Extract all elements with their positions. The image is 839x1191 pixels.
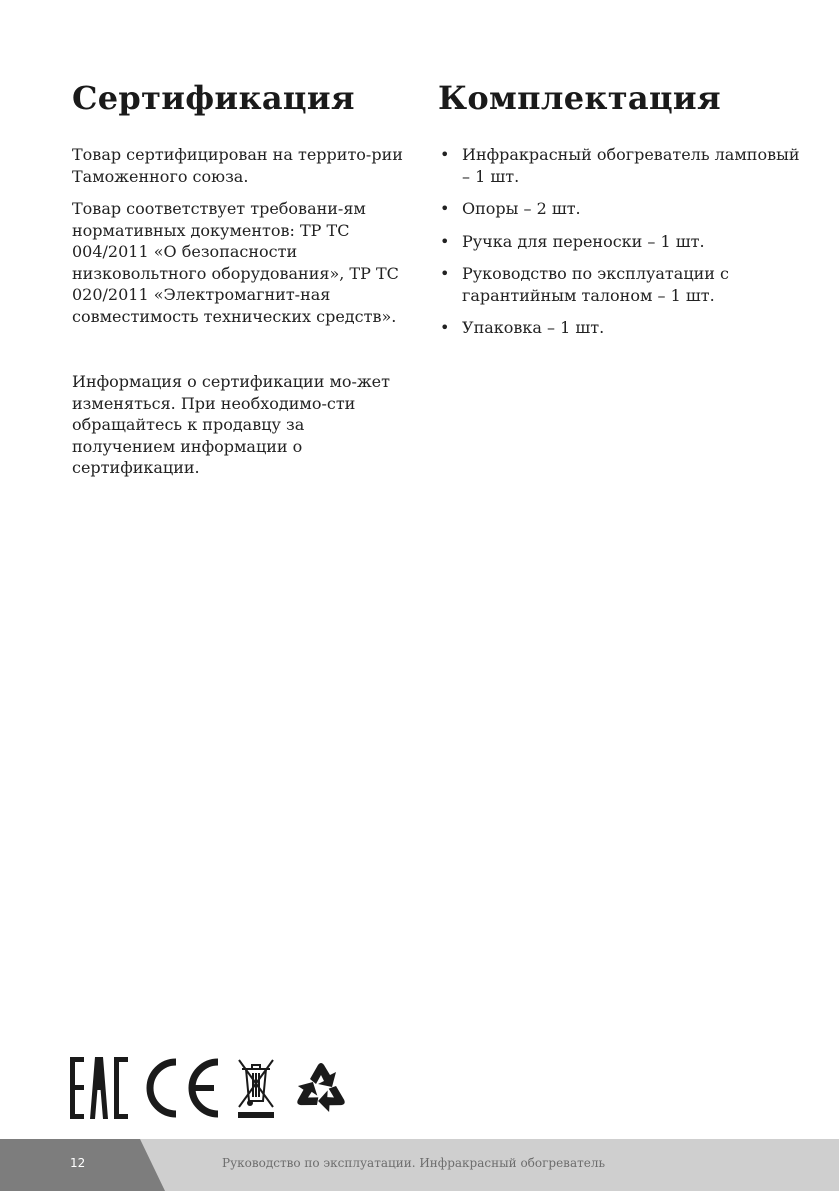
bullet-icon: • bbox=[440, 145, 450, 164]
list-item bbox=[438, 317, 808, 339]
ce-icon bbox=[142, 1057, 222, 1119]
eac-icon bbox=[70, 1057, 128, 1119]
list-item-text: Опоры – 2 шт. bbox=[462, 199, 581, 218]
bullet-icon: • bbox=[440, 318, 450, 337]
list-item-text: Руководство по эксплуатации с гарантийным талоном – 1 шт. bbox=[462, 264, 729, 305]
list-item bbox=[438, 144, 808, 187]
bullet-icon: • bbox=[440, 264, 450, 283]
page-footer bbox=[0, 1139, 839, 1191]
footer-caption: Руководство по эксплуатации. Инфракрасный обогреватель bbox=[222, 1156, 605, 1170]
list-item bbox=[438, 263, 808, 306]
bullet-icon: • bbox=[440, 231, 450, 251]
certification-section bbox=[72, 78, 407, 490]
list-item-text: Ручка для переноски – 1 шт. bbox=[462, 231, 705, 251]
recycle-icon bbox=[290, 1057, 352, 1119]
package-section bbox=[438, 78, 808, 350]
list-item-text: Упаковка – 1 шт. bbox=[462, 318, 605, 337]
list-item bbox=[438, 231, 808, 253]
page-number: 12 bbox=[70, 1156, 86, 1170]
package-list bbox=[438, 144, 808, 339]
weee-icon bbox=[236, 1057, 276, 1119]
package-title: Комплектация bbox=[438, 79, 721, 117]
certification-paragraph-2: Товар соответствует требовани-ям нормативных документов: ТР ТС 004/2011 «О безопасности низковольтного оборудования», ТР ТС 020/2011 «Электромагнит-ная совместимость технических средств». bbox=[72, 199, 399, 326]
certification-paragraph-3: Информация о сертификации мо-жет изменяться. При необходимо-сти обращайтесь к продавцу за получением информации о сертификации. bbox=[72, 372, 390, 477]
list-item-text: Инфракрасный обогреватель ламповый – 1 шт. bbox=[462, 145, 800, 186]
list-item bbox=[438, 198, 808, 220]
certification-paragraph-1: Товар сертифицирован на террито-рии Таможенного союза. bbox=[72, 145, 403, 186]
certification-title: Сертификация bbox=[72, 79, 355, 117]
certification-marks bbox=[70, 1056, 352, 1120]
bullet-icon: • bbox=[440, 199, 450, 218]
